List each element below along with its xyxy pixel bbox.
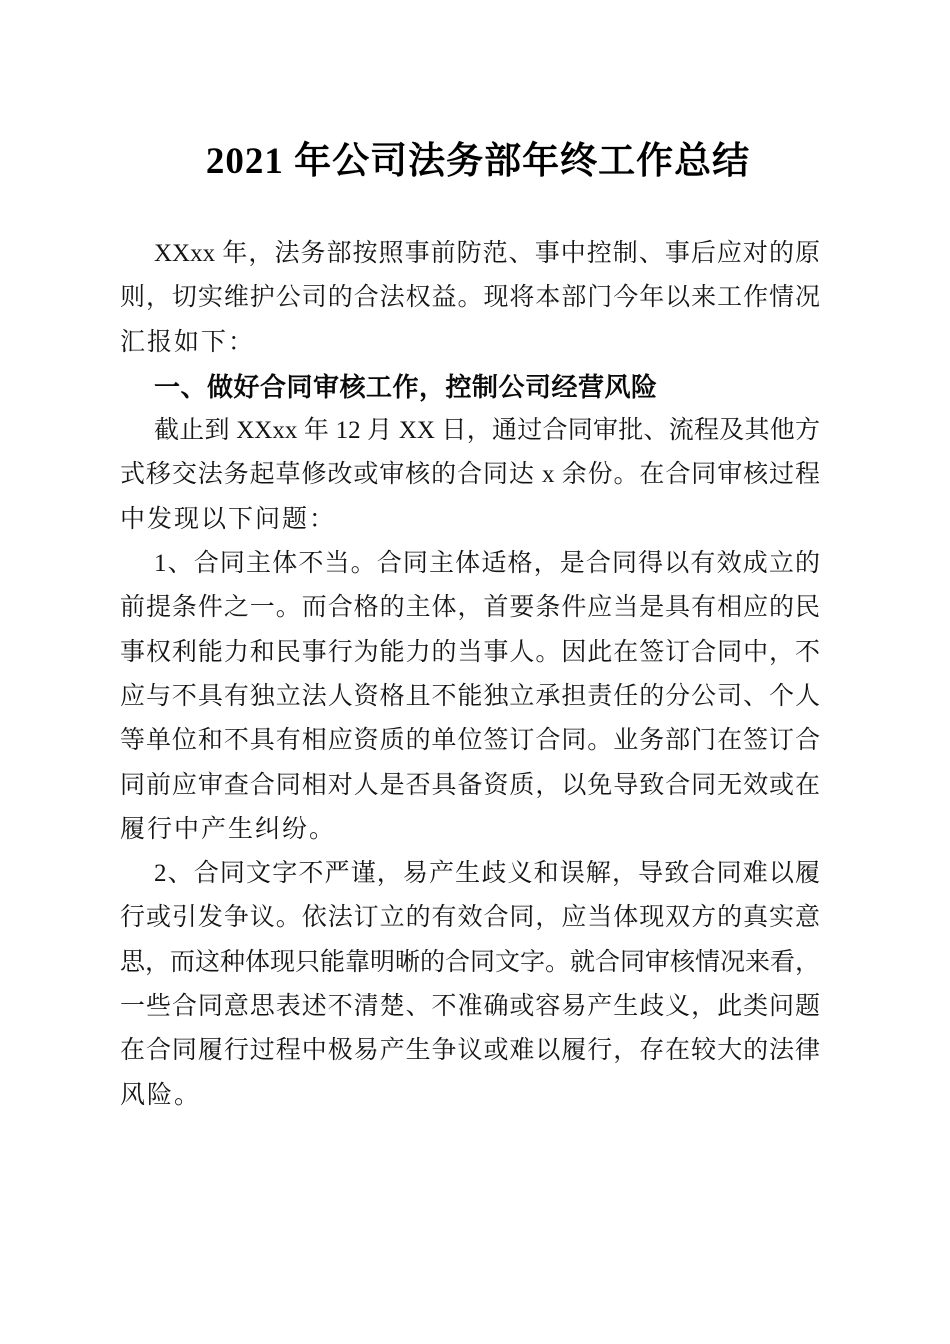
paragraph-line: 则，切实维护公司的合法权益。现将本部门今年以来工作情况 bbox=[120, 284, 820, 312]
paragraph-line: 同前应审查合同相对人是否具备资质，以免导致合同无效或在 bbox=[120, 771, 820, 799]
paragraph-line: 风险。 bbox=[120, 1081, 202, 1109]
paragraph-line: 履行中产生纠纷。 bbox=[120, 815, 337, 843]
paragraph-line: 1、合同主体不当。合同主体适格，是合同得以有效成立的 bbox=[154, 550, 820, 578]
paragraph-line: 事权利能力和民事行为能力的当事人。因此在签订合同中，不 bbox=[120, 638, 820, 666]
paragraph-line: 中发现以下问题： bbox=[120, 505, 337, 533]
paragraph-line: 一些合同意思表述不清楚、不准确或容易产生歧义，此类问题 bbox=[120, 993, 820, 1021]
document-body bbox=[120, 232, 820, 1118]
paragraph-line: 2、合同文字不严谨，易产生歧义和误解，导致合同难以履 bbox=[154, 860, 820, 888]
paragraph-line: 应与不具有独立法人资格且不能独立承担责任的分公司、个人 bbox=[120, 682, 820, 710]
paragraph-line: 行或引发争议。依法订立的有效合同，应当体现双方的真实意 bbox=[120, 904, 820, 932]
section-heading: 一、做好合同审核工作，控制公司经营风险 bbox=[154, 371, 658, 402]
paragraph-line: 汇报如下： bbox=[120, 328, 256, 356]
document-title: 2021 年公司法务部年终工作总结 bbox=[205, 141, 751, 182]
paragraph-line: 前提条件之一。而合格的主体，首要条件应当是具有相应的民 bbox=[120, 594, 820, 622]
paragraph-line: 截止到 XXxx 年 12 月 XX 日，通过合同审批、流程及其他方 bbox=[154, 417, 820, 445]
paragraph-line: 等单位和不具有相应资质的单位签订合同。业务部门在签订合 bbox=[120, 727, 820, 755]
paragraph-line: XXxx 年，法务部按照事前防范、事中控制、事后应对的原 bbox=[154, 240, 820, 267]
paragraph-line: 在合同履行过程中极易产生争议或难以履行，存在较大的法律 bbox=[120, 1037, 820, 1065]
paragraph-line: 思，而这种体现只能靠明晰的合同文字。就合同审核情况来看， bbox=[120, 948, 821, 976]
paragraph-line: 式移交法务起草修改或审核的合同达 x 余份。在合同审核过程 bbox=[120, 461, 820, 489]
